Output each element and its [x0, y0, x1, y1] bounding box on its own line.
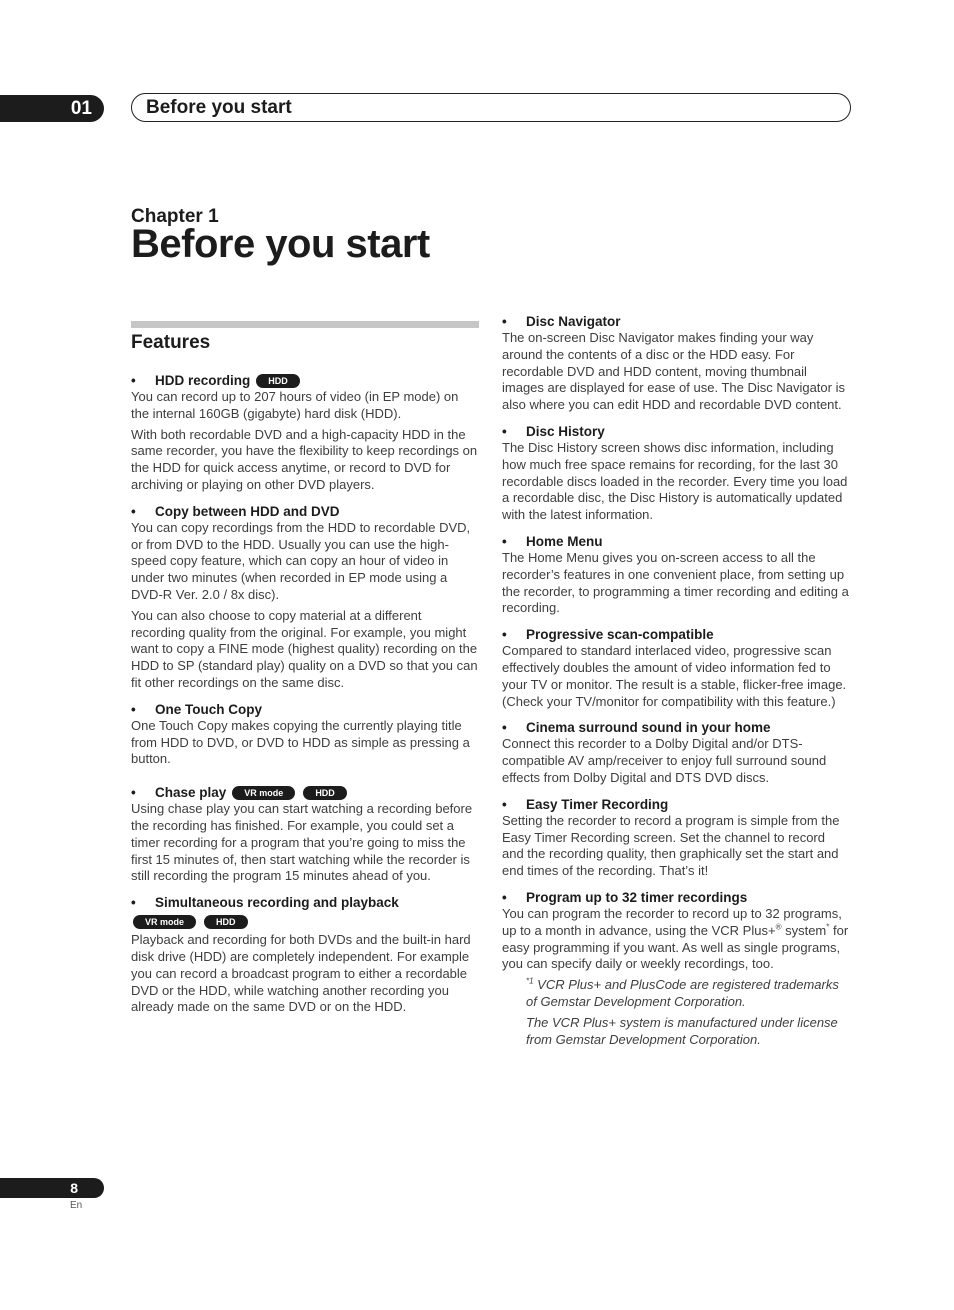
feature-disc-history [502, 423, 850, 524]
bullet-icon: • [131, 895, 136, 911]
chapter-label: Chapter 1 [131, 206, 219, 227]
footnote-marker: *1 [526, 976, 534, 986]
feature-heading [131, 784, 479, 801]
bullet-icon: • [131, 503, 136, 519]
feature-timer-recordings [502, 889, 850, 1048]
feature-hdd-recording [131, 372, 479, 494]
feature-title: Simultaneous recording and playback [155, 895, 399, 911]
feature-title: Cinema surround sound in your home [526, 720, 771, 736]
bullet-icon: • [502, 796, 507, 812]
feature-heading [502, 889, 850, 906]
hdd-badge: HDD [204, 915, 248, 929]
footnote-star: * [826, 922, 830, 932]
footnote-text: VCR Plus+ and PlusCode are registered trademarks of Gemstar Development Corporation. [526, 977, 839, 1009]
bullet-icon: • [502, 314, 507, 329]
right-column [502, 313, 850, 1057]
feature-title: One Touch Copy [155, 701, 262, 717]
feature-paragraph: Compared to standard interlaced video, progressive scan effectively doubles the amount of video information fed to your TV or monitor. The result is a stable, flicker-free image. (Check your TV/monitor for compatibility with this feature.) [502, 643, 847, 709]
bullet-icon: • [502, 627, 507, 643]
feature-paragraph: The Home Menu gives you on-screen access to all the recorder’s features in one convenient place, from setting up the recorder, to programming a timer recording and editing a recording. [502, 549, 849, 616]
section-title: Features [131, 332, 211, 353]
feature-paragraph: The on-screen Disc Navigator makes finding your way around the contents of a disc or the HDD easy. For recordable DVD and HDD content, moving thumbnail images are displayed for ease of use. The Disc Navigator is also where you can edit HDD and recordable DVD content. [502, 330, 845, 413]
vr-mode-badge: VR mode [232, 786, 295, 800]
feature-heading [502, 796, 850, 813]
feature-progressive-scan [502, 626, 850, 710]
feature-heading [502, 533, 850, 550]
bullet-icon: • [131, 701, 136, 717]
feature-heading [131, 894, 479, 911]
feature-heading [131, 701, 479, 718]
chapter-number-tab: 01 [0, 95, 104, 122]
feature-title: Progressive scan-compatible [526, 627, 714, 643]
bullet-icon: • [131, 373, 136, 388]
feature-heading [131, 372, 479, 389]
feature-easy-timer [502, 796, 850, 880]
bullet-icon: • [502, 720, 507, 736]
feature-one-touch-copy [131, 701, 479, 768]
feature-home-menu [502, 533, 850, 617]
feature-title: Disc History [526, 423, 605, 439]
footnote: The VCR Plus+ system is manufactured under license from Gemstar Development Corporation. [526, 1014, 838, 1047]
feature-heading [502, 626, 850, 643]
feature-title: Disc Navigator [526, 314, 621, 329]
hdd-badge: HDD [256, 374, 300, 388]
badge-row [133, 915, 479, 929]
feature-heading [131, 503, 479, 520]
page-number: 8 [0, 1178, 104, 1198]
feature-simultaneous [131, 894, 479, 1016]
feature-paragraph: Playback and recording for both DVDs and the built-in hard disk drive (HDD) are completely independent. For example you can record a broadcast program to either a recordable DVD or the HDD, while watching another recording you already made on the same DVD or on the HDD. [131, 932, 471, 1015]
left-column [131, 372, 479, 1025]
feature-paragraph: Connect this recorder to a Dolby Digital and/or DTS-compatible AV amp/receiver to enjoy full surround sound effects from Dolby Digital and DTS DVD discs. [502, 736, 827, 785]
chapter-header-title: Before you start [131, 93, 851, 122]
feature-paragraph: Using chase play you can start watching a recording before the recording has finished. For example, you could set a timer recording for a program that you’re going to miss the first 15 minutes of, then start watching while the recorder is still recording the program 15 minutes ahead of you. [131, 801, 473, 884]
feature-title: HDD recording [155, 373, 251, 388]
vcr-text: system [781, 922, 827, 938]
feature-heading [502, 313, 850, 330]
vr-mode-badge: VR mode [133, 915, 196, 929]
feature-title: Program up to 32 timer recordings [526, 889, 748, 905]
feature-heading [502, 719, 850, 736]
vcr-text: for easy programming if you want. As well as single programs, you can specify daily or weekly recordings, too. [502, 922, 849, 972]
bullet-icon: • [502, 533, 507, 549]
feature-copy-between [131, 503, 479, 692]
feature-chase-play [131, 784, 479, 885]
feature-title: Copy between HDD and DVD [155, 503, 340, 519]
feature-paragraph: You can copy recordings from the HDD to recordable DVD, or from DVD to the HDD. Usually you can use the high-speed copy feature, which can copy an hour of video in under two minutes (when recorded in EP mode using a DVD-R Ver. 2.0 / 8x disc). [131, 519, 471, 602]
feature-cinema-surround [502, 719, 850, 786]
feature-paragraph: The Disc History screen shows disc information, including how much free space remains for recording, for the last 30 recordable discs loaded in the recorder. Every time you load a recordable disc, the Disc History is automatically updated with the latest information. [502, 439, 848, 523]
bullet-icon: • [502, 423, 507, 439]
hdd-badge: HDD [303, 786, 347, 800]
feature-paragraph: You can record up to 207 hours of video (in EP mode) on the internal 160GB (gigabyte) hard disk (HDD). [131, 389, 459, 421]
feature-title: Easy Timer Recording [526, 796, 669, 812]
registered-mark: ® [775, 922, 782, 932]
feature-paragraph: You can also choose to copy material at a different recording quality from the original. For example, you might want to copy a FINE mode (highest quality) recording on the HDD to SP (standard play) quality on a DVD so that you can fit other recordings on the same disc. [131, 607, 478, 690]
bullet-icon: • [502, 889, 507, 905]
vcr-paragraph [502, 906, 850, 973]
feature-title: Home Menu [526, 533, 603, 549]
feature-paragraph: One Touch Copy makes copying the currently playing title from HDD to DVD, or DVD to HDD as simple as pressing a button. [131, 717, 470, 767]
section-rule [131, 321, 479, 328]
feature-paragraph: With both recordable DVD and a high-capacity HDD in the same recorder, you have the flexibility to keep recordings on the HDD for quick access anytime, or record to DVD for archiving or playing on other DVD players. [131, 426, 478, 492]
footnote [526, 977, 850, 1011]
feature-disc-navigator [502, 313, 850, 414]
feature-heading [502, 423, 850, 440]
vcr-text: VCR Plus+ [711, 922, 776, 938]
bullet-icon: • [131, 785, 136, 801]
feature-paragraph: Setting the recorder to record a program is simple from the Easy Timer Recording screen. Set the channel to record and the recording quality, then graphically set the start and end times of the recording. That’s it! [502, 812, 840, 879]
vcr-text: You can program the recorder to record up to 32 programs, up to a month in advance, using the [502, 905, 842, 938]
feature-title: Chase play [155, 785, 227, 801]
page-title: Before you start [131, 222, 430, 266]
page-language: En [70, 1200, 83, 1211]
